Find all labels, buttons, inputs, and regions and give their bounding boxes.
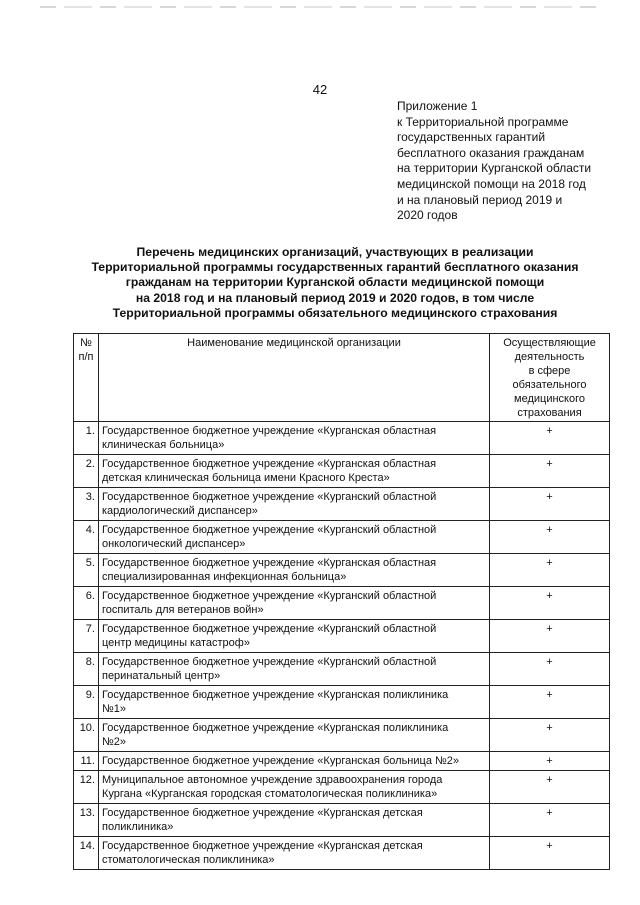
oms-mark: + — [490, 804, 610, 837]
organization-name — [98, 422, 489, 455]
oms-mark: + — [490, 719, 610, 752]
appendix-note — [397, 99, 622, 224]
oms-mark: + — [490, 455, 610, 488]
table-row — [74, 653, 610, 686]
header-number-line: № — [80, 337, 92, 349]
organization-name-line: кардиологический диспансер» — [101, 505, 258, 517]
organization-name-line: Государственное бюджетное учреждение «Курганская поликлиника — [101, 689, 449, 701]
organization-name-line: Муниципальное автономное учреждение здравоохранения города — [101, 774, 443, 786]
table-row — [74, 455, 610, 488]
table-row — [74, 488, 610, 521]
organization-name-line: №1» — [101, 703, 127, 715]
table-row — [74, 521, 610, 554]
header-oms-line: Осуществляющие — [503, 337, 596, 349]
organization-name — [98, 587, 489, 620]
row-number: 1. — [74, 422, 99, 455]
organizations-table — [73, 333, 610, 870]
organization-name — [98, 752, 489, 771]
header-number-line: п/п — [78, 351, 94, 363]
appendix-line: на территории Курганской области — [397, 161, 592, 176]
organization-name — [98, 488, 489, 521]
table-row — [74, 587, 610, 620]
organization-name — [98, 653, 489, 686]
organization-name-line: центр медицины катастроф» — [101, 637, 250, 649]
table-row — [74, 752, 610, 771]
header-organization-name: Наименование медицинской организации — [98, 334, 489, 422]
appendix-line: бесплатного оказания гражданам — [397, 145, 585, 160]
oms-mark: + — [490, 620, 610, 653]
organization-name — [98, 719, 489, 752]
row-number: 14. — [74, 837, 99, 870]
header-oms-participation — [490, 334, 610, 422]
organization-name-line: Государственное бюджетное учреждение «Курганская областная — [101, 425, 437, 437]
organization-name-line: Государственное бюджетное учреждение «Курганская детская — [101, 840, 423, 852]
table-row — [74, 837, 610, 870]
header-oms-line: обязательного — [512, 379, 587, 391]
page-number: 42 — [312, 82, 328, 97]
row-number: 6. — [74, 587, 99, 620]
title-line: на 2018 год и на плановый период 2019 и 2020 годов, в том числе — [135, 290, 535, 305]
title-line: Территориальной программы обязательного медицинского страхования — [112, 305, 558, 320]
row-number: 5. — [74, 554, 99, 587]
organization-name-line: перинатальный центр» — [101, 670, 221, 682]
row-number: 13. — [74, 804, 99, 837]
row-number: 8. — [74, 653, 99, 686]
organization-name — [98, 686, 489, 719]
table-row — [74, 554, 610, 587]
organization-name-line: Кургана «Курганская городская стоматологическая поликлиника» — [101, 788, 438, 800]
oms-mark: + — [490, 422, 610, 455]
organization-name-line: Государственное бюджетное учреждение «Курганская больница №2» — [101, 755, 460, 767]
appendix-line: к Территориальной программе — [397, 114, 569, 129]
organization-name-line: клиническая больница» — [101, 439, 225, 451]
appendix-line: 2020 годов — [397, 208, 458, 223]
appendix-line: государственных гарантий — [397, 130, 546, 145]
table-row — [74, 771, 610, 804]
row-number: 4. — [74, 521, 99, 554]
organization-name-line: госпиталь для ветеранов войн» — [101, 604, 264, 616]
title-line: Перечень медицинских организаций, участвующих в реализации — [136, 245, 534, 259]
appendix-line: медицинской помощи на 2018 год — [397, 176, 586, 191]
row-number: 9. — [74, 686, 99, 719]
document-title — [40, 245, 630, 321]
organization-name — [98, 771, 489, 804]
row-number: 7. — [74, 620, 99, 653]
header-number — [74, 334, 99, 422]
organization-name-line: детская клиническая больница имени Красного Креста» — [101, 472, 390, 484]
row-number: 2. — [74, 455, 99, 488]
header-oms-line: страхования — [517, 407, 582, 419]
title-line: Территориальной программы государственных гарантий бесплатного оказания — [91, 260, 579, 275]
oms-mark: + — [490, 587, 610, 620]
oms-mark: + — [490, 771, 610, 804]
organization-name-line: Государственное бюджетное учреждение «Курганская областная — [101, 458, 437, 470]
oms-mark: + — [490, 653, 610, 686]
table-row — [74, 719, 610, 752]
organization-name-line: №2» — [101, 736, 127, 748]
oms-mark: + — [490, 686, 610, 719]
row-number: 11. — [74, 752, 99, 771]
row-number: 12. — [74, 771, 99, 804]
header-oms-line: деятельность — [514, 351, 585, 363]
organization-name-line: онкологический диспансер» — [101, 538, 246, 550]
header-oms-line: в сфере — [528, 365, 571, 377]
title-line: гражданам на территории Курганской области медицинской помощи — [125, 275, 545, 290]
oms-mark: + — [490, 554, 610, 587]
organization-name — [98, 554, 489, 587]
organization-name-line: специализированная инфекционная больница» — [101, 571, 347, 583]
organization-name — [98, 620, 489, 653]
organization-name-line: стоматологическая поликлиника» — [101, 854, 275, 866]
row-number: 10. — [74, 719, 99, 752]
organization-name — [98, 837, 489, 870]
organization-name-line: Государственное бюджетное учреждение «Курганский областной — [101, 524, 437, 536]
organization-name-line: Государственное бюджетное учреждение «Курганский областной — [101, 623, 437, 635]
organization-name — [98, 455, 489, 488]
organization-name-line: Государственное бюджетное учреждение «Курганская областная — [101, 557, 437, 569]
table-row — [74, 620, 610, 653]
organization-name-line: Государственное бюджетное учреждение «Курганская поликлиника — [101, 722, 449, 734]
header-oms-line: медицинского — [514, 393, 585, 405]
table-row — [74, 422, 610, 455]
table-row — [74, 686, 610, 719]
oms-mark: + — [490, 488, 610, 521]
organization-name-line: Государственное бюджетное учреждение «Курганский областной — [101, 491, 437, 503]
row-number: 3. — [74, 488, 99, 521]
organization-name — [98, 804, 489, 837]
organization-name-line: поликлиника» — [101, 821, 174, 833]
organization-name-line: Государственное бюджетное учреждение «Курганская детская — [101, 807, 423, 819]
oms-mark: + — [490, 837, 610, 870]
scan-artifact-line — [40, 6, 600, 8]
organization-name — [98, 521, 489, 554]
table-header-row — [74, 334, 610, 422]
table-row — [74, 804, 610, 837]
appendix-line: и на плановый период 2019 и — [397, 192, 563, 207]
oms-mark: + — [490, 521, 610, 554]
organization-name-line: Государственное бюджетное учреждение «Курганский областной — [101, 656, 437, 668]
appendix-line: Приложение 1 — [397, 99, 478, 113]
organization-name-line: Государственное бюджетное учреждение «Курганский областной — [101, 590, 437, 602]
oms-mark: + — [490, 752, 610, 771]
